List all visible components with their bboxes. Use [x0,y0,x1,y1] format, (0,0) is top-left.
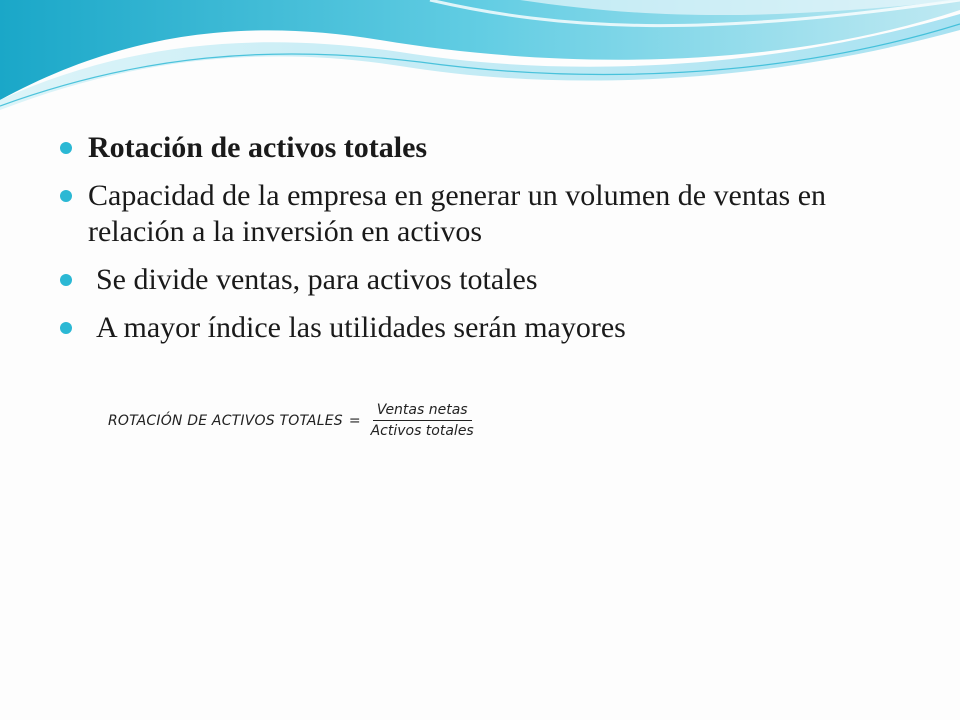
bullet-text: A mayor índice las utilidades serán mayores [96,311,626,344]
bullet-dot-icon [60,322,72,334]
bullet-list [58,130,918,358]
bullet-text: Se divide ventas, para activos totales [96,263,538,296]
bullet-item [58,262,918,298]
formula-label: ROTACIÓN DE ACTIVOS TOTALES [108,412,343,429]
bullet-text: Rotación de activos totales [88,131,428,164]
bullet-dot-icon [60,190,72,202]
formula-denominator: Activos totales [370,423,474,439]
wave-header-decoration [0,0,960,120]
bullet-item [58,130,918,166]
formula [108,402,478,439]
bullet-dot-icon [60,142,72,154]
bullet-item [58,178,918,250]
formula-equals: = [348,412,361,429]
bullet-text: Capacidad de la empresa en generar un volumen de ventas en relación a la inversión en activos [88,179,827,248]
bullet-item [58,310,918,346]
formula-numerator: Ventas netas [373,402,472,421]
formula-fraction [367,402,478,439]
bullet-dot-icon [60,274,72,286]
